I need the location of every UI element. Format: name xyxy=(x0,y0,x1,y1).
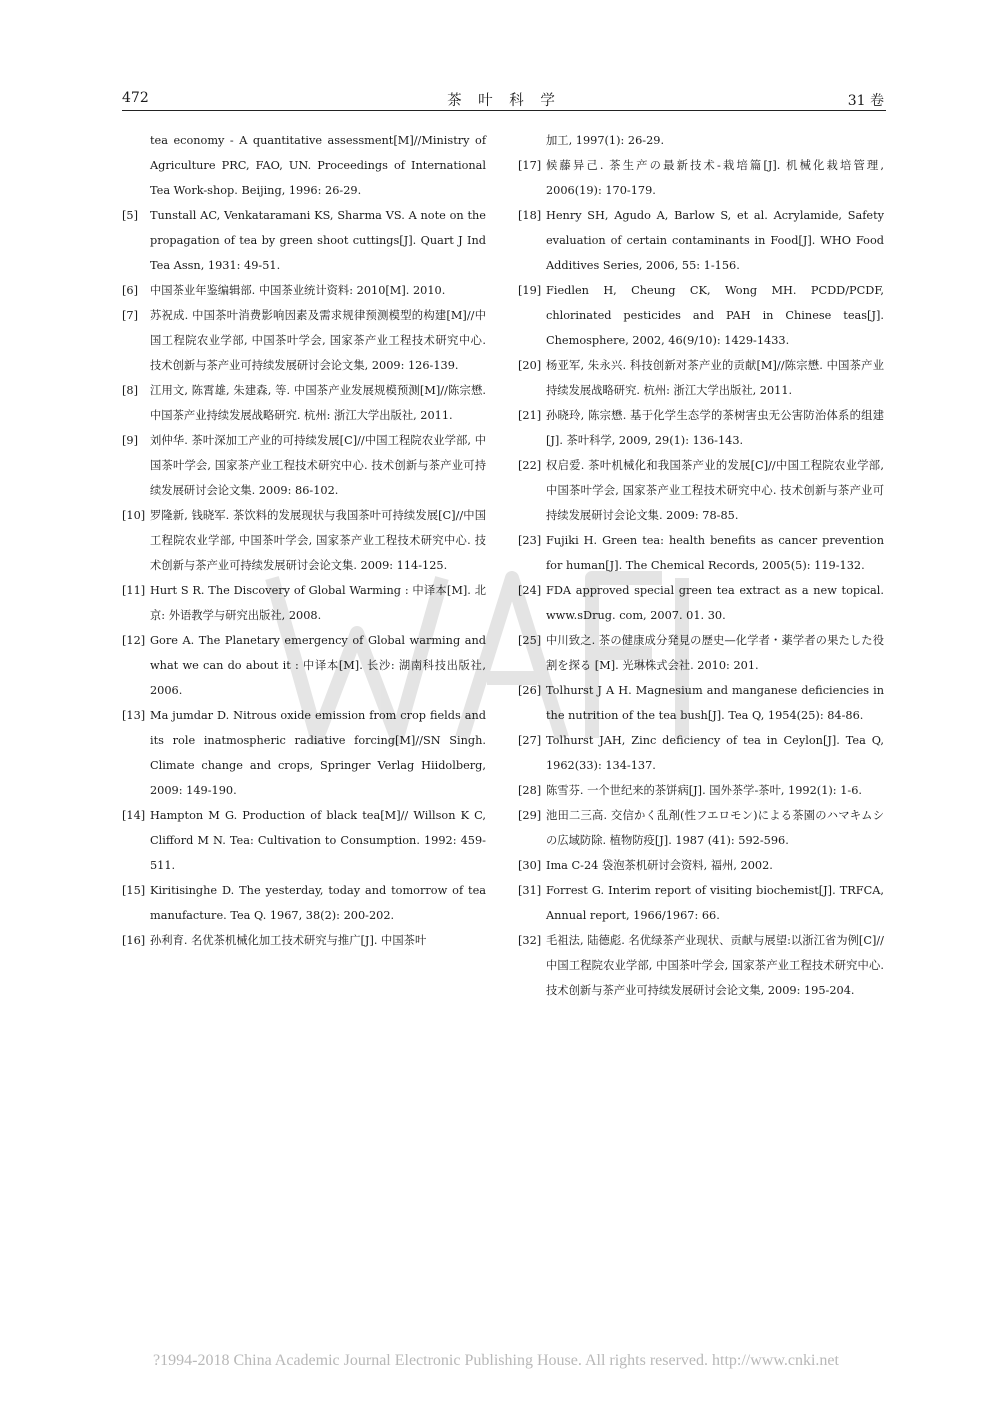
reference-number: [17] xyxy=(518,159,542,172)
reference-number: [19] xyxy=(518,284,542,297)
reference-number: [8] xyxy=(122,384,139,397)
reference-number: [10] xyxy=(122,509,146,522)
reference-entry xyxy=(122,203,486,278)
reference-text: Forrest G. Interim report of visiting biochemist[J]. TRFCA, Annual report, 1966/1967: 66. xyxy=(546,884,884,922)
reference-text: Tolhurst J A H. Magnesium and manganese deficiencies in the nutrition of the tea bush[J]. Tea Q, 1954(25): 84-86. xyxy=(546,684,884,722)
reference-entry xyxy=(518,678,884,728)
reference-number: [16] xyxy=(122,934,146,947)
reference-text: Tolhurst JAH, Zinc deficiency of tea in Ceylon[J]. Tea Q, 1962(33): 134-137. xyxy=(546,734,884,772)
reference-number: [11] xyxy=(122,584,146,597)
reference-number: [15] xyxy=(122,884,146,897)
reference-entry xyxy=(518,528,884,578)
reference-text: Hurt S R. The Discovery of Global Warming : 中译本[M]. 北京: 外语教学与研究出版社, 2008. xyxy=(150,584,486,622)
right-reference-column xyxy=(518,128,884,1003)
reference-entry xyxy=(518,803,884,853)
reference-number: [18] xyxy=(518,209,542,222)
reference-text: Henry SH, Agudo A, Barlow S, et al. Acrylamide, Safety evaluation of certain contaminants in Food[J]. WHO Food Additives Series, 2006, 55: 1-156. xyxy=(546,209,884,272)
reference-text: 中川致之. 茶の健康成分発見の歴史—化学者・薬学者の果たした役割を探る [M]. 光琳株式会社. 2010: 201. xyxy=(546,634,884,672)
reference-entry xyxy=(122,578,486,628)
reference-entry xyxy=(122,378,486,428)
reference-number: [20] xyxy=(518,359,542,372)
reference-text: Fujiki H. Green tea: health benefits as cancer prevention for human[J]. The Chemical Records, 2005(5): 119-132. xyxy=(546,534,884,572)
reference-number: [28] xyxy=(518,784,542,797)
reference-text: 孙晓玲, 陈宗懋. 基于化学生态学的茶树害虫无公害防治体系的组建[J]. 茶叶科学, 2009, 29(1): 136-143. xyxy=(546,409,884,447)
reference-text: tea economy - A quantitative assessment[M]//Ministry of Agriculture PRC, FAO, UN. Proceedings of International Tea Work-shop. Beijing, 1996: 26-29. xyxy=(150,134,486,197)
reference-number: [26] xyxy=(518,684,542,697)
reference-number: [6] xyxy=(122,284,139,297)
copyright-footer: ?1994-2018 China Academic Journal Electronic Publishing House. All rights reserved. http://www.cnki.net xyxy=(153,1352,839,1369)
reference-entry xyxy=(122,303,486,378)
reference-text: FDA approved special green tea extract as a new topical. www.sDrug. com, 2007. 01. 30. xyxy=(546,584,884,622)
reference-text: 中国茶业年鉴编辑部. 中国茶业统计资料: 2010[M]. 2010. xyxy=(150,284,446,297)
running-header xyxy=(122,88,886,111)
reference-entry xyxy=(518,453,884,528)
reference-text: 候藤异己. 茶生产の最新技术-栽培篇[J]. 机械化栽培管理, 2006(19): 170-179. xyxy=(546,159,884,197)
reference-number: [29] xyxy=(518,809,542,822)
reference-number: [5] xyxy=(122,209,139,222)
reference-text: Ma jumdar D. Nitrous oxide emission from crop fields and its role inatmospheric radiative forcing[M]//SN Singh. Climate change and crops, Springer Verlag Hiidolberg, 2009: 149-190. xyxy=(150,709,486,797)
reference-text: Hampton M G. Production of black tea[M]// Willson K C, Clifford M N. Tea: Cultivation to Consumption. 1992: 459-511. xyxy=(150,809,486,872)
journal-title: 茶 叶 科 学 xyxy=(447,93,561,109)
reference-text: 权启爱. 茶叶机械化和我国茶产业的发展[C]//中国工程院农业学部, 中国茶叶学会, 国家茶产业工程技术研究中心. 技术创新与茶产业可持续发展研讨会论文集. 2009: 78-85. xyxy=(546,459,884,522)
reference-entry xyxy=(518,578,884,628)
reference-text: 刘仲华. 茶叶深加工产业的可持续发展[C]//中国工程院农业学部, 中国茶叶学会, 国家茶产业工程技术研究中心. 技术创新与茶产业可持续发展研讨会论文集. 2009: 86-102. xyxy=(150,434,486,497)
reference-entry xyxy=(518,728,884,778)
reference-entry xyxy=(122,628,486,703)
reference-entry xyxy=(518,353,884,403)
reference-text: Kiritisinghe D. The yesterday, today and tomorrow of tea manufacture. Tea Q. 1967, 38(2): 200-202. xyxy=(150,884,486,922)
reference-number: [24] xyxy=(518,584,542,597)
reference-entry xyxy=(122,703,486,803)
reference-text: 杨亚军, 朱永兴. 科技创新对茶产业的贡献[M]//陈宗懋. 中国茶产业持续发展战略研究. 杭州: 浙江大学出版社, 2011. xyxy=(546,359,884,397)
reference-text: Ima C-24 袋泡茶机研讨会资料, 福州, 2002. xyxy=(546,859,773,872)
reference-number: [27] xyxy=(518,734,542,747)
reference-text: Fiedlen H, Cheung CK, Wong MH. PCDD/PCDF, chlorinated pesticides and PAH in Chinese teas[J]. Chemosphere, 2002, 46(9/10): 1429-1433. xyxy=(546,284,884,347)
reference-number: [23] xyxy=(518,534,542,547)
reference-entry xyxy=(518,778,884,803)
reference-number: [31] xyxy=(518,884,542,897)
reference-number: [30] xyxy=(518,859,542,872)
reference-entry xyxy=(518,628,884,678)
reference-entry xyxy=(122,128,486,203)
reference-entry xyxy=(518,403,884,453)
reference-entry xyxy=(518,853,884,878)
reference-entry xyxy=(122,803,486,878)
volume-label: 31 卷 xyxy=(847,93,884,109)
reference-text: 陈雪芬. 一个世纪来的茶饼病[J]. 国外茶学-茶叶, 1992(1): 1-6. xyxy=(546,784,862,797)
reference-entry xyxy=(122,278,486,303)
reference-text: 毛祖法, 陆德彪. 名优绿茶产业现状、贡献与展望:以浙江省为例[C]//中国工程院农业学部, 中国茶叶学会, 国家茶产业工程技术研究中心. 技术创新与茶产业可持续发展研讨会论文集, 2009: 195-204. xyxy=(546,934,884,997)
reference-entry xyxy=(122,428,486,503)
page-number: 472 xyxy=(122,90,149,106)
reference-text: 罗隆新, 钱晓军. 茶饮料的发展现状与我国茶叶可持续发展[C]//中国工程院农业学部, 中国茶叶学会, 国家茶产业工程技术研究中心. 技术创新与茶产业可持续发展研讨会论文集. 2009: 114-125. xyxy=(150,509,486,572)
reference-number: [9] xyxy=(122,434,139,447)
reference-number: [14] xyxy=(122,809,146,822)
reference-text: 孙利育. 名优茶机械化加工技术研究与推广[J]. 中国茶叶 xyxy=(150,934,427,947)
left-reference-column xyxy=(122,128,486,953)
reference-entry xyxy=(122,878,486,928)
reference-number: [22] xyxy=(518,459,542,472)
reference-entry xyxy=(518,203,884,278)
reference-number: [21] xyxy=(518,409,542,422)
reference-entry xyxy=(518,128,884,153)
reference-text: 江用文, 陈霄雄, 朱建森, 等. 中国茶产业发展规模预测[M]//陈宗懋. 中国茶产业持续发展战略研究. 杭州: 浙江大学出版社, 2011. xyxy=(150,384,486,422)
reference-entry xyxy=(122,503,486,578)
reference-number: [32] xyxy=(518,934,542,947)
reference-text: 加工, 1997(1): 26-29. xyxy=(546,134,665,147)
reference-entry xyxy=(518,153,884,203)
reference-number: [25] xyxy=(518,634,542,647)
reference-number: [12] xyxy=(122,634,146,647)
reference-number: [13] xyxy=(122,709,146,722)
reference-text: 池田二三高. 交信かく乱剤(性フエロモン)による茶園のハマキムシの広域防除. 植物防疫[J]. 1987 (41): 592-596. xyxy=(546,809,884,847)
reference-text: 苏祝成. 中国茶叶消费影响因素及需求规律预测模型的构建[M]//中国工程院农业学部, 中国茶叶学会, 国家茶产业工程技术研究中心. 技术创新与茶产业可持续发展研讨会论文集, 2009: 126-139. xyxy=(150,309,486,372)
reference-number: [7] xyxy=(122,309,139,322)
reference-entry xyxy=(518,878,884,928)
reference-text: Tunstall AC, Venkataramani KS, Sharma VS. A note on the propagation of tea by green shoot cuttings[J]. Quart J Ind Tea Assn, 1931: 49-51. xyxy=(150,209,486,272)
reference-entry xyxy=(122,928,486,953)
reference-entry xyxy=(518,278,884,353)
reference-entry xyxy=(518,928,884,1003)
reference-text: Gore A. The Planetary emergency of Global warming and what we can do about it : 中译本[M]. 长沙: 湖南科技出版社, 2006. xyxy=(150,634,486,697)
